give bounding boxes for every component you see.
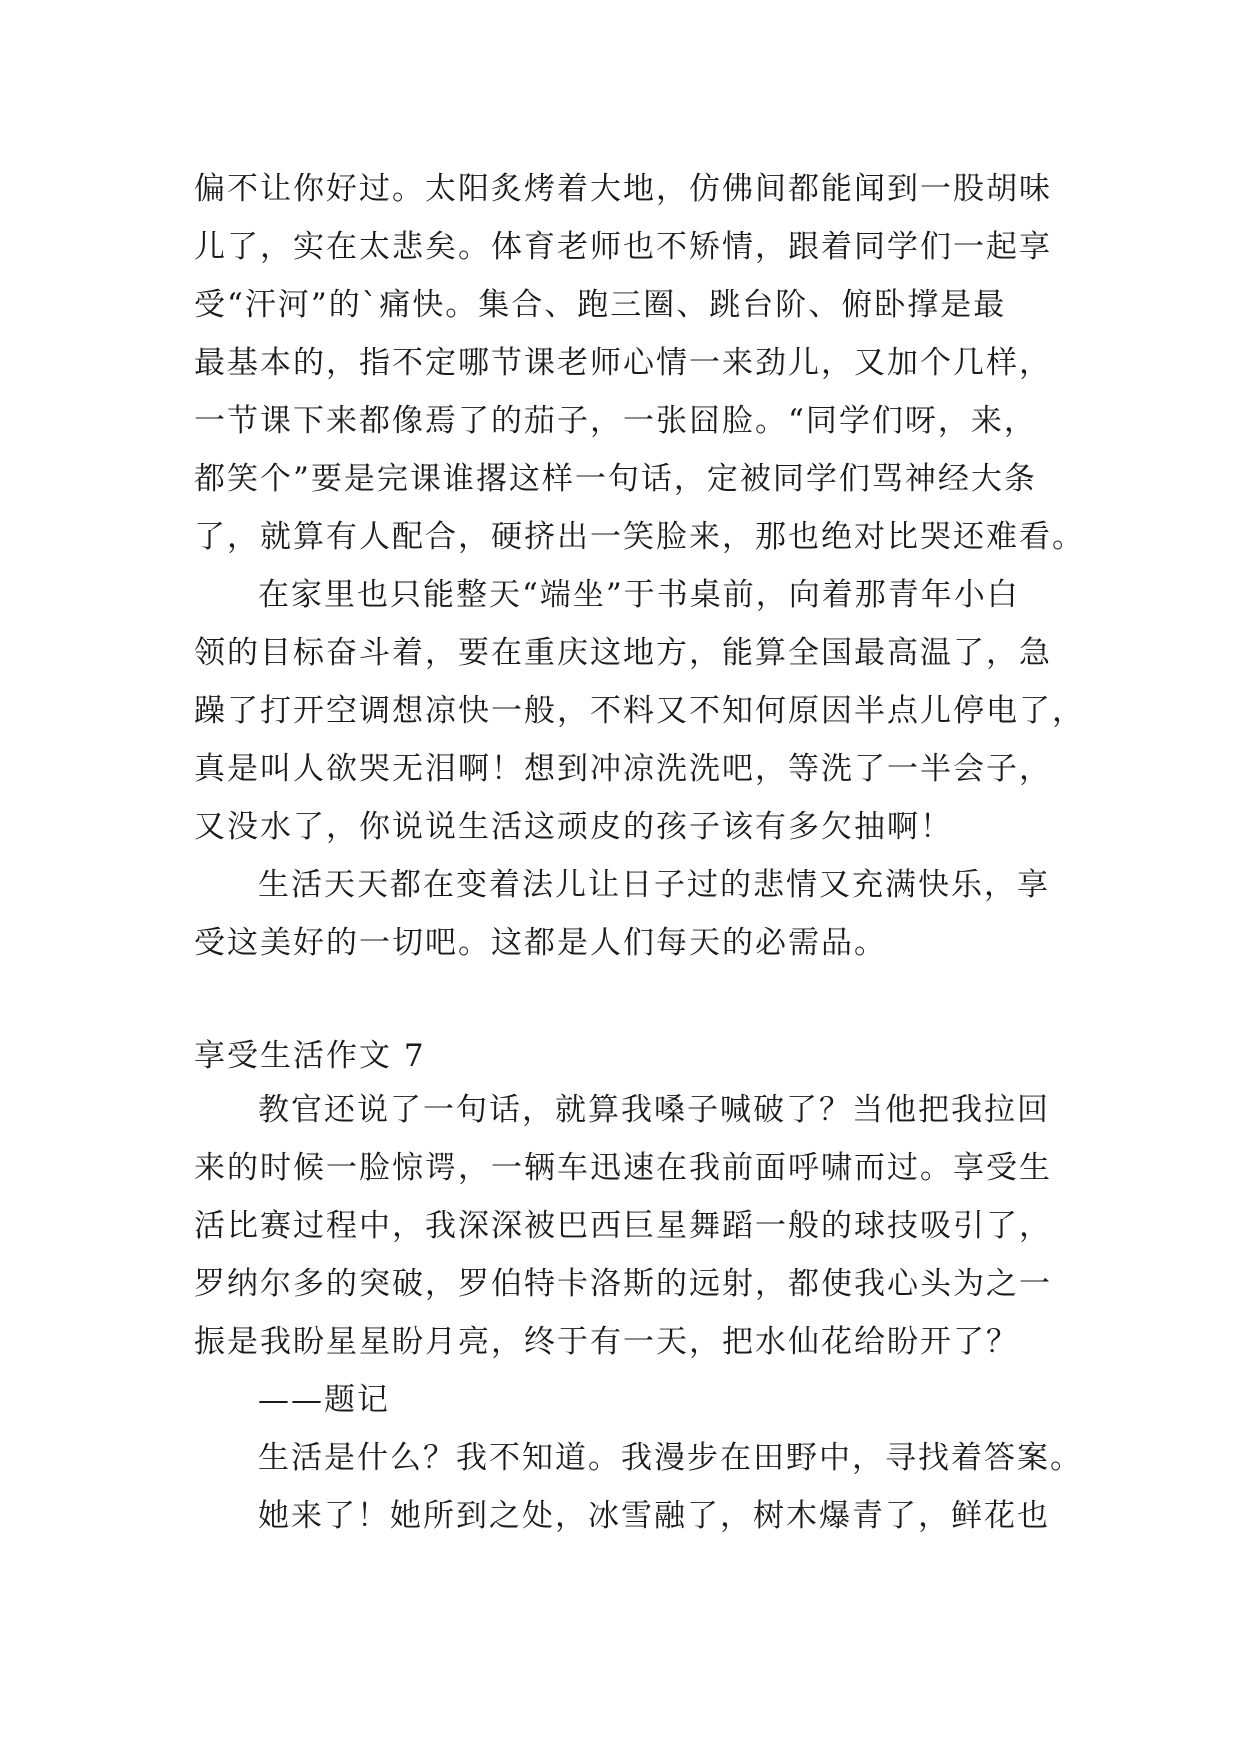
text-line: 偏不让你好过。太阳炙烤着大地，仿佛间都能闻到一股胡味 [194,171,1052,207]
text-line: 领的目标奋斗着，要在重庆这地方，能算全国最高温了，急 [194,635,1052,671]
text-line: 来的时候一脸惊谔，一辆车迅速在我前面呼啸而过。享受生 [194,1150,1052,1186]
text-line: 都笑个”要是完课谁撂这样一句话，定被同学们骂神经大条 [194,461,1037,497]
text-line: 受“汗河”的`痛快。集合、跑三圈、跳台阶、俯卧撑是最 [194,287,1007,323]
text-line: 活比赛过程中，我深深被巴西巨星舞蹈一般的球技吸引了， [194,1208,1052,1244]
text-line: 生活天天都在变着法儿让日子过的悲情又充满快乐，享 [258,867,1050,903]
text-line: 儿了，实在太悲矣。体育老师也不矫情，跟着同学们一起享 [194,229,1052,265]
text-line: 受这美好的一切吧。这都是人们每天的必需品。 [194,925,887,961]
text-line: 教官还说了一句话，就算我嗓子喊破了？当他把我拉回 [258,1092,1050,1128]
text-line: 罗纳尔多的突破，罗伯特卡洛斯的远射，都使我心头为之一 [194,1266,1052,1302]
epigraph-attribution: ——题记 [258,1382,390,1418]
text-line: 振是我盼星星盼月亮，终于有一天，把水仙花给盼开了？ [194,1324,1019,1360]
text-line: 生活是什么？我不知道。我漫步在田野中，寻找着答案。 [258,1440,1083,1476]
body-text-section-2 [194,1081,1083,1545]
text-line: 在家里也只能整天“端坐”于书桌前，向着那青年小白 [258,577,1020,613]
text-line: 又没水了，你说说生活这顽皮的孩子该有多欠抽啊！ [194,809,953,845]
text-line: 了，就算有人配合，硬挤出一笑脸来，那也绝对比哭还难看。 [194,519,1085,555]
text-line: 真是叫人欲哭无泪啊！想到冲凉洗洗吧，等洗了一半会子， [194,751,1052,787]
essay-heading: 享受生活作文 7 [194,1038,426,1074]
body-text-section-1 [194,160,1085,972]
text-line: 一节课下来都像焉了的茄子，一张囧脸。“同学们呀，来， [194,403,1037,439]
text-line: 躁了打开空调想凉快一般，不料又不知何原因半点儿停电了， [194,693,1085,729]
text-line: 她来了！她所到之处，冰雪融了，树木爆青了，鲜花也 [258,1498,1050,1534]
text-line: 最基本的，指不定哪节课老师心情一来劲儿，又加个几样， [194,345,1052,381]
